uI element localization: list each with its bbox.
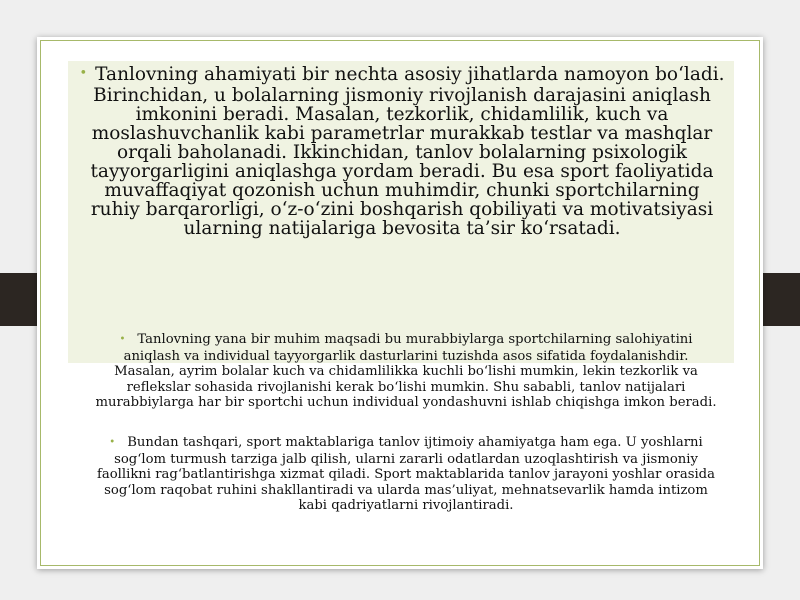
paragraph-second (95, 332, 717, 411)
paragraph-second-text: Tanlovning yana bir muhim maqsadi bu murabbiylarga sportchilarning salohiyatini aniqlash va individual tayyorgarlik dasturlarini tuzishda asos sifatida foydalanishdir. Masalan, ayrim bolalar kuch va chidamlilikka kuchli bo‘lishi mumkin, lekin tezkorlik va reflekslar sohasida rivojlanishi kerak bo‘lishi mumkin. Shu sababli, tanlov natijalari murabbiylarga har bir sportchi uchun individual yondashuvni ishlab chiqishga imkon beradi. (95, 332, 717, 410)
paragraph-main-text: Tanlovning ahamiyati bir nechta asosiy jihatlarda namoyon bo‘ladi. Birinchidan, u bolalarning jismoniy rivojlanish darajasini aniqlash imkonini beradi. Masalan, tezkorlik, chidamlilik, kuch va moslashuvchanlik kabi parametrlar murakkab testlar va mashqlar orqali baholanadi. Ikkinchidan, tanlov bolalarning psixologik tayyorgarligini aniqlashga yordam beradi. Bu esa sport faoliyatida muvaffaqiyat qozonish uchun muhimdir, chunki sportchilarning ruhiy barqarorligi, o‘z-o‘zini boshqarish qobiliyati va motivatsiyasi ularning natijalariga bevosita ta’sir ko‘rsatadi. (90, 64, 725, 239)
paragraph-third (95, 435, 717, 514)
paragraph-main (77, 65, 727, 238)
paragraph-third-text: Bundan tashqari, sport maktablariga tanlov ijtimoiy ahamiyatga ham ega. U yoshlarni sog‘lom turmush tarziga jalb qilish, ularni zararli odatlardan uzoqlashtirish va jismoniy faollikni rag‘batlantirishga xizmat qiladi. Sport maktablarida tanlov jarayoni yoshlar orasida sog‘lom raqobat ruhini shakllantiradi va ularda mas’uliyat, mehnatsevarlik hamda intizom kabi qadriyatlarni rivojlantiradi. (96, 435, 715, 513)
bullet-icon: • (109, 437, 116, 448)
slide (37, 37, 763, 569)
bullet-icon: • (119, 334, 126, 345)
bullet-icon: • (79, 66, 88, 81)
